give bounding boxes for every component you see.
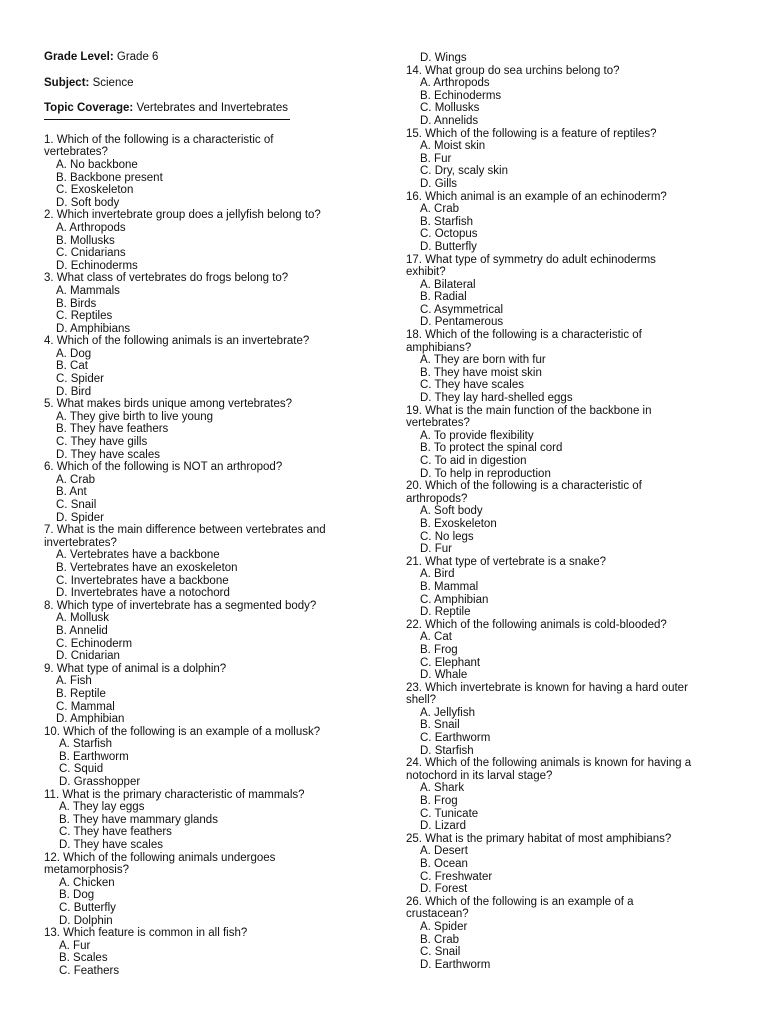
question-8-option-a: A. Mollusk — [56, 612, 110, 625]
question-24 — [406, 757, 726, 833]
question-22 — [406, 619, 726, 682]
question-14 — [406, 65, 726, 128]
question-13-text: 13. Which feature is common in all fish? — [44, 927, 248, 940]
question-13-option-a: A. Fur — [59, 939, 91, 952]
question-16-option-b: B. Starfish — [420, 215, 474, 228]
question-20-option-c: C. No legs — [420, 530, 474, 543]
question-10-option-d: D. Grasshopper — [59, 776, 141, 789]
question-3 — [44, 272, 364, 335]
question-25 — [406, 833, 726, 896]
question-1-option-c: C. Exoskeleton — [56, 184, 134, 197]
question-25-option-d: D. Forest — [420, 883, 468, 896]
grade-level-label: Grade Level: — [44, 51, 114, 63]
question-26-option-d: D. Earthworm — [420, 958, 491, 971]
question-23 — [406, 682, 726, 758]
question-20-option-d: D. Fur — [420, 543, 452, 556]
question-3-option-c: C. Reptiles — [56, 310, 113, 323]
question-25-text: 25. What is the primary habitat of most amphibians? — [406, 832, 672, 845]
question-5-option-b: B. They have feathers — [56, 423, 169, 436]
question-24-option-b: B. Frog — [420, 795, 458, 808]
question-8-option-b: B. Annelid — [56, 624, 108, 637]
question-1-text-cont: vertebrates? — [44, 146, 108, 159]
question-7-text-cont: invertebrates? — [44, 536, 117, 549]
question-21 — [406, 556, 726, 619]
left-column — [44, 51, 364, 978]
question-10-option-a: A. Starfish — [59, 738, 113, 751]
question-10-option-c: C. Squid — [59, 763, 104, 776]
question-18-option-c: C. They have scales — [420, 379, 524, 392]
question-19-option-d: D. To help in reproduction — [420, 467, 551, 480]
question-6 — [44, 461, 364, 524]
question-11-option-a: A. They lay eggs — [59, 801, 145, 814]
question-7-option-b: B. Vertebrates have an exoskeleton — [56, 561, 238, 574]
question-26-option-c: C. Snail — [420, 946, 461, 959]
question-20-option-a: A. Soft body — [420, 505, 483, 518]
question-3-option-d: D. Amphibians — [56, 322, 131, 335]
question-1-option-a: A. No backbone — [56, 158, 138, 171]
question-17-option-a: A. Bilateral — [420, 278, 476, 291]
question-9-option-d: D. Amphibian — [56, 713, 125, 726]
question-2-option-c: C. Cnidarians — [56, 247, 126, 260]
header-divider — [44, 119, 290, 120]
question-13-option-c: C. Feathers — [59, 964, 120, 977]
topic-coverage — [44, 102, 364, 115]
question-24-option-a: A. Shark — [420, 782, 465, 795]
question-1 — [44, 134, 364, 210]
question-10-option-b: B. Earthworm — [59, 750, 129, 763]
topic-value: Vertebrates and Invertebrates — [136, 102, 288, 115]
question-23-option-a: A. Jellyfish — [420, 706, 475, 719]
question-4-option-c: C. Spider — [56, 373, 104, 386]
question-4-option-b: B. Cat — [56, 360, 88, 373]
question-26-option-b: B. Crab — [420, 933, 459, 946]
question-11-option-c: C. They have feathers — [59, 826, 172, 839]
question-11-option-b: B. They have mammary glands — [59, 813, 218, 826]
question-22-option-b: B. Frog — [420, 643, 458, 656]
question-9-text: 9. What type of animal is a dolphin? — [44, 662, 227, 675]
question-26-option-a: A. Spider — [420, 920, 468, 933]
question-20-text: 20. Which of the following is a characteristic of — [406, 480, 642, 493]
question-17-option-c: C. Asymmetrical — [420, 303, 504, 316]
question-2-text: 2. Which invertebrate group does a jellyfish belong to? — [44, 209, 321, 222]
question-17-option-d: D. Pentamerous — [420, 316, 504, 329]
question-17-text: 17. What type of symmetry do adult echinoderms — [406, 253, 656, 266]
question-21-option-b: B. Mammal — [420, 580, 479, 593]
question-25-option-a: A. Desert — [420, 845, 468, 858]
question-19-option-a: A. To provide flexibility — [420, 429, 534, 442]
question-14-option-c: C. Mollusks — [420, 102, 480, 115]
question-17-text-cont: exhibit? — [406, 266, 446, 279]
question-8-option-c: C. Echinoderm — [56, 637, 133, 650]
question-6-option-c: C. Snail — [56, 499, 97, 511]
question-1-option-d: D. Soft body — [56, 196, 120, 209]
question-15-option-a: A. Moist skin — [420, 140, 486, 153]
question-4-text: 4. Which of the following animals is an invertebrate? — [44, 335, 310, 348]
question-19-text: 19. What is the main function of the backbone in — [406, 404, 652, 417]
question-12 — [44, 852, 364, 928]
question-12-text-cont: metamorphosis? — [44, 864, 130, 877]
question-12-text: 12. Which of the following animals undergoes — [44, 851, 276, 864]
question-8-text: 8. Which type of invertebrate has a segmented body? — [44, 599, 317, 612]
question-8-option-d: D. Cnidarian — [56, 650, 120, 663]
question-16-option-d: D. Butterfly — [420, 240, 477, 253]
question-20-option-b: B. Exoskeleton — [420, 517, 497, 530]
question-24-text-cont: notochord in its larval stage? — [406, 769, 553, 782]
question-17-option-b: B. Radial — [420, 291, 467, 304]
question-14-text: 14. What group do sea urchins belong to? — [406, 64, 620, 77]
question-22-text: 22. Which of the following animals is cold-blooded? — [406, 618, 667, 631]
question-1-text: 1. Which of the following is a characteristic of — [44, 133, 274, 146]
question-1-option-b: B. Backbone present — [56, 171, 163, 184]
question-14-option-d: D. Annelids — [420, 114, 479, 127]
question-7-option-c: C. Invertebrates have a backbone — [56, 574, 229, 587]
question-22-option-a: A. Cat — [420, 631, 452, 644]
right-column — [406, 52, 726, 971]
question-25-option-b: B. Ocean — [420, 858, 468, 870]
question-3-option-a: A. Mammals — [56, 284, 120, 297]
question-18-option-a: A. They are born with fur — [420, 354, 546, 367]
question-19 — [406, 405, 726, 481]
grade-level-value: Grade 6 — [116, 51, 159, 63]
question-4-option-a: A. Dog — [56, 347, 92, 360]
question-13 — [44, 927, 364, 977]
question-23-option-d: D. Starfish — [420, 744, 474, 757]
question-18-text: 18. Which of the following is a characteristic of — [406, 329, 642, 342]
question-12-option-c: C. Butterfly — [59, 902, 116, 914]
question-5-option-d: D. They have scales — [56, 448, 160, 461]
question-9-option-c: C. Mammal — [56, 700, 115, 713]
question-17 — [406, 254, 726, 330]
question-18-option-d: D. They lay hard-shelled eggs — [420, 392, 573, 405]
question-8 — [44, 600, 364, 663]
question-19-option-b: B. To protect the spinal cord — [420, 442, 563, 455]
question-24-text: 24. Which of the following animals is known for having a — [406, 757, 692, 770]
question-16-option-a: A. Crab — [420, 203, 459, 216]
question-26 — [406, 896, 726, 972]
question-16 — [406, 191, 726, 254]
question-12-option-b: B. Dog — [59, 889, 95, 902]
question-9-option-b: B. Reptile — [56, 687, 106, 700]
question-21-option-a: A. Bird — [420, 568, 455, 581]
question-5-option-a: A. They give birth to live young — [56, 410, 214, 423]
question-23-text: 23. Which invertebrate is known for having a hard outer — [406, 681, 688, 694]
question-13-option-b: B. Scales — [59, 952, 108, 965]
question-25-option-c: C. Freshwater — [420, 870, 493, 883]
topic-label: Topic Coverage: — [44, 102, 134, 115]
subject-label: Subject: — [44, 76, 90, 89]
question-26-text-cont: crustacean? — [406, 908, 469, 921]
question-14-option-a: A. Arthropods — [420, 77, 490, 90]
question-22-option-d: D. Whale — [420, 669, 468, 682]
question-12-option-d: D. Dolphin — [59, 914, 113, 927]
question-24-option-d: D. Lizard — [420, 820, 467, 833]
question-11-option-d: D. They have scales — [59, 839, 163, 852]
question-3-text: 3. What class of vertebrates do frogs belong to? — [44, 272, 289, 285]
question-15-option-d: D. Gills — [420, 177, 458, 190]
question-4 — [44, 335, 364, 398]
question-3-option-b: B. Birds — [56, 297, 97, 310]
question-20 — [406, 480, 726, 556]
question-16-text: 16. Which animal is an example of an echinoderm? — [406, 190, 667, 203]
question-18-option-b: B. They have moist skin — [420, 366, 542, 379]
question-20-text-cont: arthropods? — [406, 492, 468, 505]
question-5-text: 5. What makes birds unique among vertebrates? — [44, 398, 293, 411]
subject — [44, 77, 364, 90]
question-18-text-cont: amphibians? — [406, 341, 472, 354]
question-24-option-c: C. Tunicate — [420, 807, 479, 820]
question-21-option-c: C. Amphibian — [420, 593, 489, 606]
question-2-option-b: B. Mollusks — [56, 234, 115, 247]
question-6-option-a: A. Crab — [56, 473, 95, 486]
question-5-option-c: C. They have gills — [56, 436, 148, 449]
question-15 — [406, 128, 726, 191]
question-7 — [44, 524, 364, 600]
grade-level — [44, 51, 364, 64]
question-7-option-d: D. Invertebrates have a notochord — [56, 587, 230, 600]
question-21-text: 21. What type of vertebrate is a snake? — [406, 555, 607, 568]
question-12-option-a: A. Chicken — [59, 876, 115, 889]
question-23-text-cont: shell? — [406, 694, 437, 707]
question-14-option-b: B. Echinoderms — [420, 89, 502, 102]
question-21-option-d: D. Reptile — [420, 606, 471, 619]
question-6-option-b: B. Ant — [56, 486, 87, 499]
question-23-option-c: C. Earthworm — [420, 732, 491, 745]
question-2 — [44, 209, 364, 272]
question-4-option-d: D. Bird — [56, 385, 92, 398]
question-5 — [44, 398, 364, 461]
question-22-option-c: C. Elephant — [420, 656, 481, 669]
question-13-option-d: D. Wings — [420, 52, 467, 64]
question-11-text: 11. What is the primary characteristic of mammals? — [44, 788, 305, 801]
question-9 — [44, 663, 364, 726]
question-15-option-b: B. Fur — [420, 152, 452, 165]
question-10-text: 10. Which of the following is an example of a mollusk? — [44, 725, 321, 738]
question-6-text: 6. Which of the following is NOT an arthropod? — [44, 461, 283, 474]
question-11 — [44, 789, 364, 852]
question-7-text: 7. What is the main difference between vertebrates and — [44, 524, 326, 537]
question-10 — [44, 726, 364, 789]
question-6-option-d: D. Spider — [56, 511, 104, 524]
question-15-option-c: C. Dry, scaly skin — [420, 165, 508, 178]
question-9-option-a: A. Fish — [56, 675, 92, 688]
question-19-text-cont: vertebrates? — [406, 417, 470, 430]
question-2-option-a: A. Arthropods — [56, 221, 126, 234]
question-19-option-c: C. To aid in digestion — [420, 455, 527, 467]
subject-value: Science — [92, 76, 134, 89]
question-15-text: 15. Which of the following is a feature of reptiles? — [406, 127, 657, 140]
question-18 — [406, 329, 726, 405]
question-23-option-b: B. Snail — [420, 719, 460, 732]
question-2-option-d: D. Echinoderms — [56, 259, 138, 272]
question-26-text: 26. Which of the following is an example of a — [406, 895, 634, 908]
question-7-option-a: A. Vertebrates have a backbone — [56, 549, 220, 562]
question-16-option-c: C. Octopus — [420, 228, 478, 241]
